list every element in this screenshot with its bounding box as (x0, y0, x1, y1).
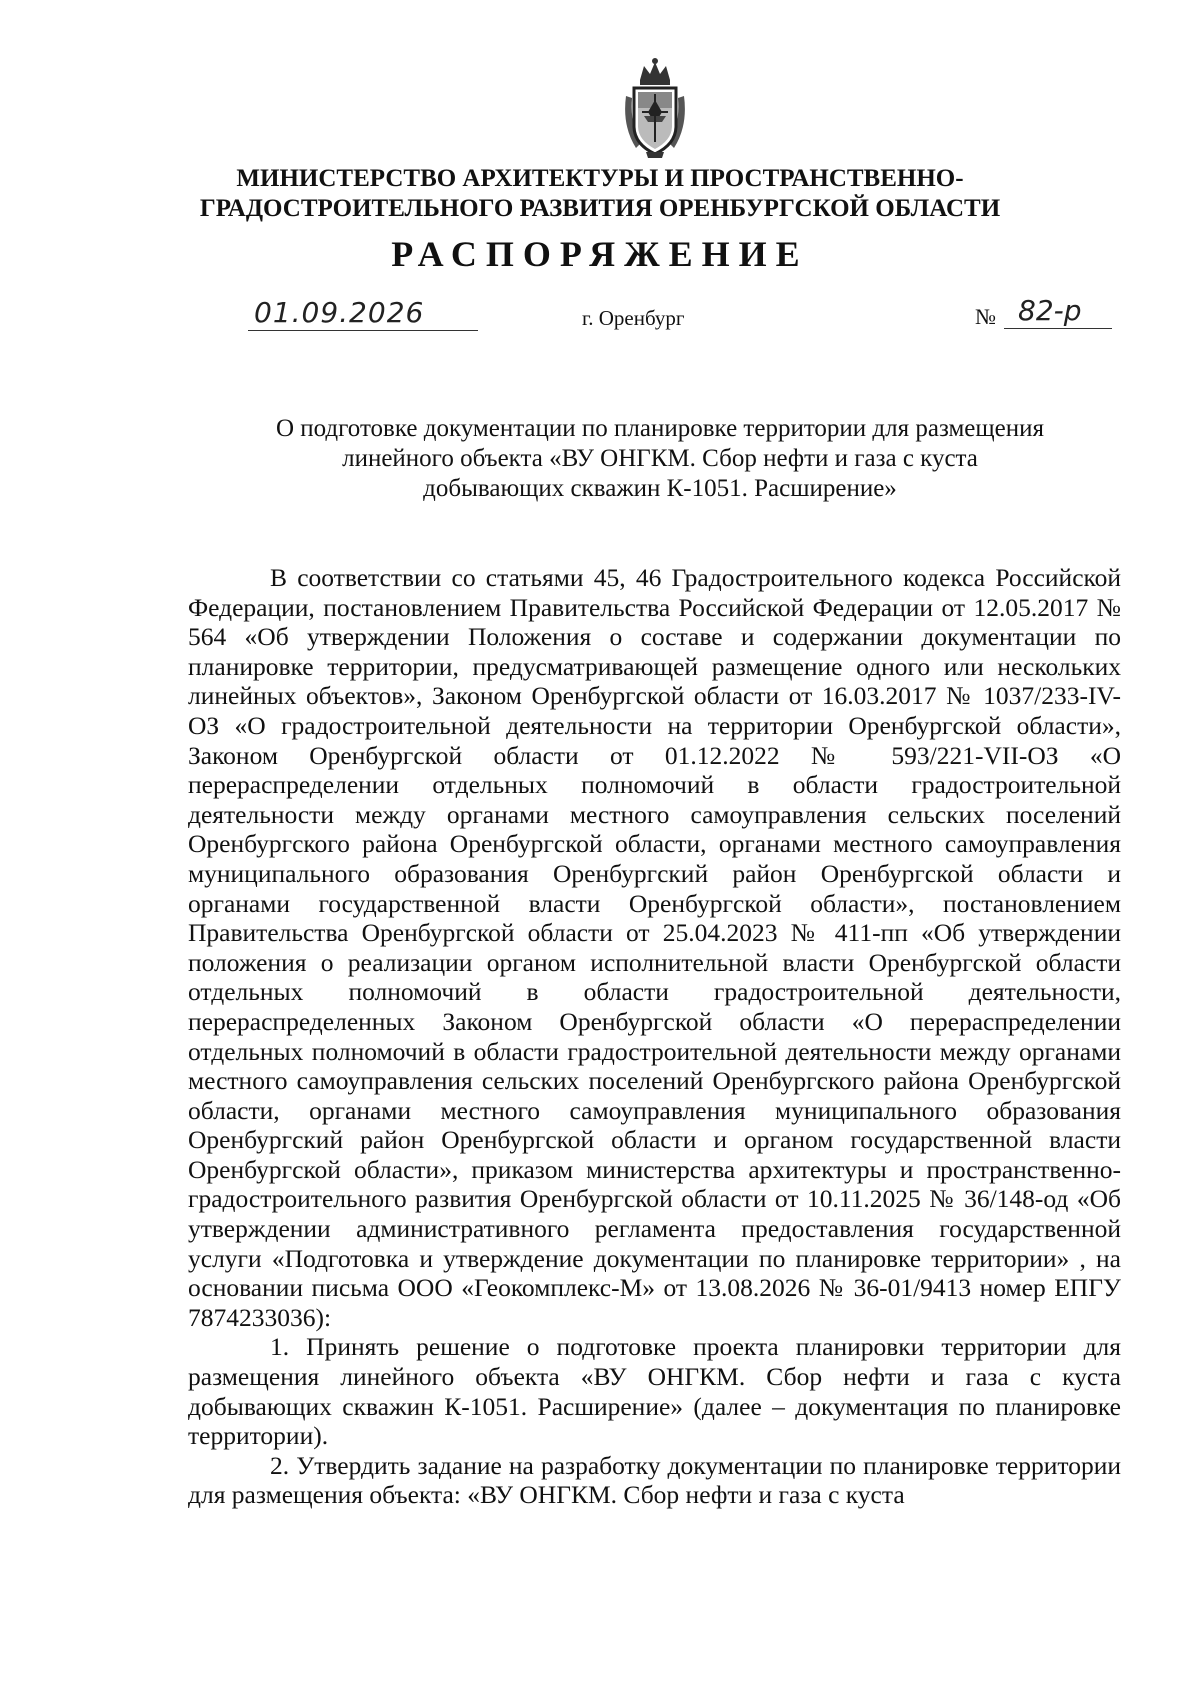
document-subject (200, 414, 1120, 504)
document-number-label: № (975, 304, 996, 329)
document-type-title: РАСПОРЯЖЕНИЕ (391, 234, 809, 274)
document-number: 82-р (1018, 294, 1082, 327)
orenburg-coat-of-arms-icon (618, 56, 692, 160)
item-2-paragraph: 2. Утвердить задание на разработку документации по планировке территории для размещения объекта: «ВУ ОНГКМ. Сбор нефти и газа с куста (188, 1450, 1121, 1510)
document-city: г. Оренбург (582, 306, 685, 330)
subject-line-2: линейного объекта «ВУ ОНГКМ. Сбор нефти и газа с куста (342, 445, 978, 472)
ministry-line-2: ГРАДОСТРОИТЕЛЬНОГО РАЗВИТИЯ ОРЕНБУРГСКОЙ ОБЛАСТИ (199, 195, 1001, 222)
document-body (188, 563, 1121, 1510)
subject-line-1: О подготовке документации по планировке территории для размещения (275, 415, 1045, 442)
number-underline (1004, 328, 1112, 329)
subject-line-3: добывающих скважин К-1051. Расширение» (423, 475, 897, 502)
document-date: 01.09.2026 (254, 296, 425, 329)
date-underline (248, 330, 478, 331)
preamble-paragraph: В соответствии со статьями 45, 46 Градостроительного кодекса Российской Федерации, постановлением Правительства Российской Федерации от 12.05.2017 № 564 «Об утверждении Положения о составе и содержании документации по планировке территории, предусматривающей размещение одного или нескольких линейных объектов», Законом Оренбургской области от 16.03.2017 № 1037/233-IV-ОЗ «О градостроительной деятельности на территории Оренбургской области», Законом Оренбургской области от 01.12.2022 № 593/221-VII-ОЗ «О перераспределении отдельных полномочий в области градостроительной деятельности между органами местного самоуправления сельских поселений Оренбургского района Оренбургской области, органами местного самоуправления муниципального образования Оренбургский район Оренбургской области и органами государственной власти Оренбургской области», постановлением Правительства Оренбургской области от 25.04.2023 № 411-пп «Об утверждении положения о реализации органом исполнительной власти Оренбургской области отдельных полномочий в области градостроительной деятельности, перераспределенных Законом Оренбургской области «О перераспределении отдельных полномочий в области градостроительной деятельности между органами местного самоуправления сельских поселений Оренбургского района Оренбургской области, органами местного самоуправления муниципального образования Оренбургский район Оренбургской области и органом государственной власти Оренбургской области», приказом министерства архитектуры и пространственно-градостроительного развития Оренбургской области от 10.11.2025 № 36/148-од «Об утверждении административного регламента предоставления государственной услуги «Подготовка и утверждение документации по планировке территории» , на основании письма ООО «Геокомплекс-М» от 13.08.2026 № 36-01/9413 номер ЕПГУ 7874233036): (188, 563, 1121, 1332)
ministry-line-1: МИНИСТЕРСТВО АРХИТЕКТУРЫ И ПРОСТРАНСТВЕННО- (236, 165, 964, 192)
document-date-field (248, 296, 480, 336)
item-1-paragraph: 1. Принять решение о подготовке проекта планировки территории для размещения линейного объекта «ВУ ОНГКМ. Сбор нефти и газа с куста добывающих скважин К-1051. Расширение» (далее – документация по планировке территории). (188, 1332, 1121, 1451)
ministry-name (150, 164, 1050, 224)
document-number-field (1004, 294, 1114, 334)
